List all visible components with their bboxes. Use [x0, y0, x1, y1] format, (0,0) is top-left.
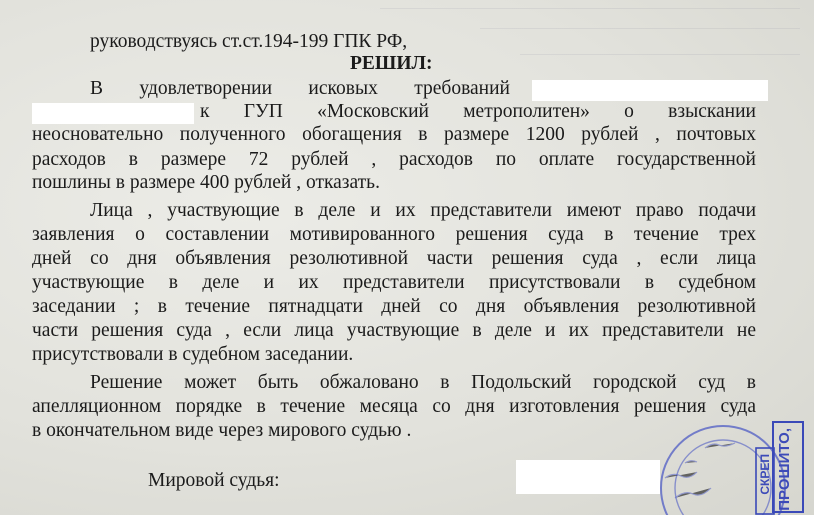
judge-signature-label: Мировой судья: — [148, 470, 280, 491]
text-line: заявления о составлении мотивированного решения суда в течение трех — [32, 224, 756, 245]
show-through-line — [380, 8, 800, 9]
text-line: в окончательном виде через мирового судью . — [32, 420, 412, 441]
text-line: Лица , участвующие в деле и их представители имеют право подачи — [90, 200, 756, 221]
text-line: заседании ; в течение пятнадцати дней со дня объявления резолютивной — [32, 296, 756, 317]
redaction-box-plaintiff-continued — [32, 103, 194, 124]
show-through-line — [480, 28, 800, 29]
text-line: дней со дня объявления резолютивной части решения суда , если лица — [32, 248, 756, 269]
text-line: участвующие в деле и их представители присутствовали в судебном — [32, 272, 756, 293]
legal-basis-line: руководствуясь ст.ст.194-199 ГПК РФ, — [90, 31, 408, 52]
redaction-box-plaintiff — [532, 80, 768, 101]
text-line: пошлины в размере 400 рублей , отказать. — [32, 172, 380, 193]
text-line: присутствовали в судебном заседании. — [32, 344, 354, 365]
court-stamp — [645, 418, 805, 515]
text-line: части решения суда , если лица участвующие в деле и их представители не — [32, 320, 756, 341]
text-line: к ГУП «Московский метрополитен» о взыскании — [200, 101, 756, 122]
text-line: В удовлетворении исковых требований — [90, 78, 510, 99]
decision-heading: РЕШИЛ: — [350, 53, 433, 74]
show-through-line — [520, 54, 800, 55]
stamp-word: ПРОШИТО, — [776, 428, 793, 511]
text-line: расходов в размере 72 рублей , расходов по оплате государственной — [32, 149, 756, 170]
text-line: апелляционном порядке в течение месяца со дня изготовления решения суда — [32, 396, 756, 417]
text-line: неосновательно полученного обогащения в размере 1200 рублей , почтовых — [32, 124, 756, 145]
stamp-word: СКРЕП — [758, 454, 772, 495]
redaction-box-judge-name — [516, 460, 660, 494]
text-line: Решение может быть обжаловано в Подольский городской суд в — [90, 372, 756, 393]
